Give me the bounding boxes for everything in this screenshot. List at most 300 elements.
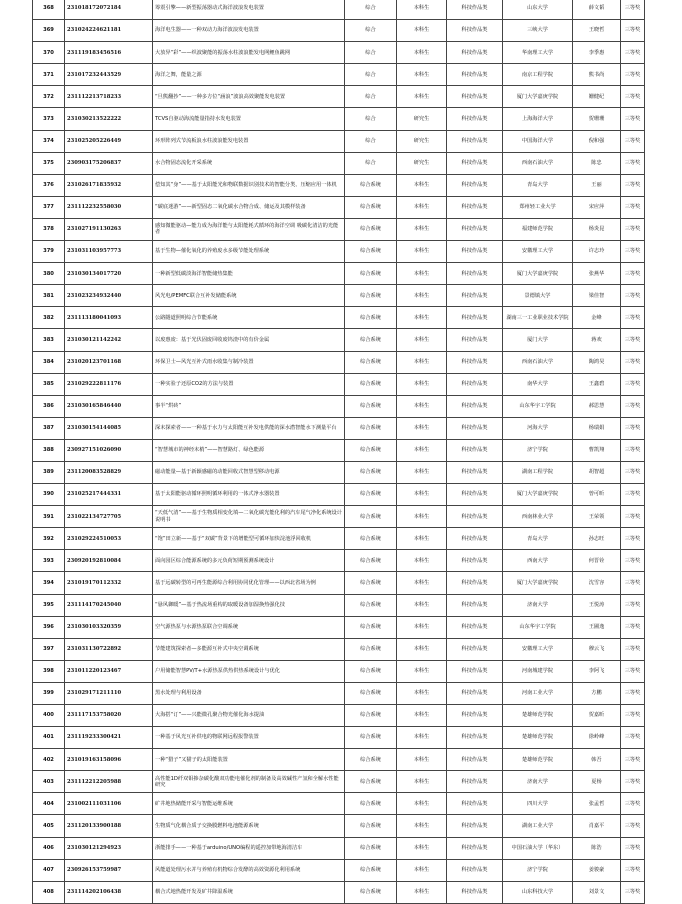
tutor-name: 李季惠 xyxy=(573,42,621,64)
level: 研究生 xyxy=(397,152,447,174)
tutor-name: 杨炎昆 xyxy=(573,218,621,240)
project-id: 231002111031106 xyxy=(65,793,153,815)
project-id: 231119183456516 xyxy=(65,42,153,64)
table-row xyxy=(33,727,645,749)
tutor-name: 王圃逸 xyxy=(573,616,621,638)
project-title: 高性能1D纤双钼掺杂碳化酸双功能电催化剂的制备及高效碱性产氢和全解水性能研究 xyxy=(153,771,345,793)
project-id: 231025205226449 xyxy=(65,130,153,152)
level: 本科生 xyxy=(397,64,447,86)
project-title: TCVS自驱动海流能量指持水发电装置 xyxy=(153,108,345,130)
tutor-name: 梁佳智 xyxy=(573,285,621,307)
project-title: 深末探索者——一种基于水力与太阳能互补发电供能的深水潜智能水下测量平台 xyxy=(153,417,345,439)
project-title: 矿井地热储能开采与智能运维系统 xyxy=(153,793,345,815)
table-row xyxy=(33,439,645,461)
table-row xyxy=(33,196,645,218)
level: 本科生 xyxy=(397,705,447,727)
work-type: 科技作品类 xyxy=(447,0,503,20)
project-id: 231030103320359 xyxy=(65,616,153,638)
row-number: 374 xyxy=(33,130,65,152)
work-type: 科技作品类 xyxy=(447,86,503,108)
prize-level: 三等奖 xyxy=(621,859,645,881)
category: 综合系统 xyxy=(345,351,397,373)
level: 本科生 xyxy=(397,484,447,506)
work-type: 科技作品类 xyxy=(447,528,503,550)
project-title: 黑水处理与利用设备 xyxy=(153,682,345,704)
project-title: 基于太阳能驱动循环照明循环利用的一体式净水器装置 xyxy=(153,484,345,506)
level: 本科生 xyxy=(397,395,447,417)
prize-level: 三等奖 xyxy=(621,749,645,771)
prize-level: 三等奖 xyxy=(621,263,645,285)
project-id: 231030121142242 xyxy=(65,329,153,351)
school-name: 河南城建学院 xyxy=(503,660,573,682)
table-row xyxy=(33,594,645,616)
table-row xyxy=(33,329,645,351)
row-number: 392 xyxy=(33,528,65,550)
table-row xyxy=(33,660,645,682)
tutor-name: 何晋铨 xyxy=(573,550,621,572)
row-number: 379 xyxy=(33,241,65,263)
level: 本科生 xyxy=(397,749,447,771)
project-title: 户用储能智慧PV/T+水源热泵供热供热系统设计与优化 xyxy=(153,660,345,682)
level: 本科生 xyxy=(397,815,447,837)
project-id: 230926153759987 xyxy=(65,859,153,881)
row-number: 381 xyxy=(33,285,65,307)
table-row xyxy=(33,881,645,903)
row-number: 399 xyxy=(33,682,65,704)
tutor-name: 姗健纪 xyxy=(573,86,621,108)
project-id: 231030154144085 xyxy=(65,417,153,439)
work-type: 科技作品类 xyxy=(447,572,503,594)
project-id: 230927151026090 xyxy=(65,439,153,461)
prize-level: 三等奖 xyxy=(621,64,645,86)
school-name: 湖南工程学院 xyxy=(503,461,573,483)
row-number: 387 xyxy=(33,417,65,439)
table-row xyxy=(33,417,645,439)
tutor-name: 沈雪容 xyxy=(573,572,621,594)
work-type: 科技作品类 xyxy=(447,329,503,351)
category: 综合系统 xyxy=(345,594,397,616)
school-name: 青岛大学 xyxy=(503,174,573,196)
level: 本科生 xyxy=(397,263,447,285)
category: 综合系统 xyxy=(345,461,397,483)
level: 本科生 xyxy=(397,660,447,682)
project-id: 230903175206837 xyxy=(65,152,153,174)
row-number: 398 xyxy=(33,660,65,682)
level: 本科生 xyxy=(397,682,447,704)
table-row xyxy=(33,550,645,572)
row-number: 403 xyxy=(33,771,65,793)
level: 本科生 xyxy=(397,174,447,196)
category: 综合系统 xyxy=(345,506,397,528)
work-type: 科技作品类 xyxy=(447,815,503,837)
category: 综合 xyxy=(345,20,397,42)
level: 本科生 xyxy=(397,218,447,240)
table-row xyxy=(33,638,645,660)
prize-level: 三等奖 xyxy=(621,461,645,483)
level: 本科生 xyxy=(397,594,447,616)
prize-level: 三等奖 xyxy=(621,20,645,42)
table-row xyxy=(33,20,645,42)
work-type: 科技作品类 xyxy=(447,660,503,682)
category: 综合系统 xyxy=(345,174,397,196)
prize-level: 三等奖 xyxy=(621,0,645,20)
work-type: 科技作品类 xyxy=(447,859,503,881)
school-name: 厦门大学嘉庚学院 xyxy=(503,572,573,594)
category: 综合系统 xyxy=(345,263,397,285)
project-id: 231030134017720 xyxy=(65,263,153,285)
prize-level: 三等奖 xyxy=(621,682,645,704)
work-type: 科技作品类 xyxy=(447,461,503,483)
prize-level: 三等奖 xyxy=(621,815,645,837)
project-title: 面向园区综合能源系统的多元负荷短期预测系统设计 xyxy=(153,550,345,572)
table-row xyxy=(33,837,645,859)
table-row xyxy=(33,771,645,793)
table-row xyxy=(33,395,645,417)
project-id: 231114170245040 xyxy=(65,594,153,616)
category: 综合 xyxy=(345,152,397,174)
level: 本科生 xyxy=(397,86,447,108)
project-title: 偿知其“身”——基于太阳能光和物联数据识别技术的智能分类、压缩应用一体机 xyxy=(153,174,345,196)
work-type: 科技作品类 xyxy=(447,616,503,638)
category: 综合系统 xyxy=(345,395,397,417)
level: 本科生 xyxy=(397,550,447,572)
prize-level: 三等奖 xyxy=(621,152,645,174)
work-type: 科技作品类 xyxy=(447,837,503,859)
school-name: 山东华宇工学院 xyxy=(503,395,573,417)
table-row xyxy=(33,815,645,837)
school-name: 厦门大学 xyxy=(503,329,573,351)
project-id: 231023234932440 xyxy=(65,285,153,307)
project-title: 磁动能量—基于新颖感磁的动能回收式智慧型移动电源 xyxy=(153,461,345,483)
school-name: 西南林业大学 xyxy=(503,506,573,528)
school-name: 福建师范学院 xyxy=(503,218,573,240)
school-name: 河海大学 xyxy=(503,417,573,439)
category: 综合系统 xyxy=(345,638,397,660)
row-number: 395 xyxy=(33,594,65,616)
project-title: 事半“烘砖” xyxy=(153,395,345,417)
category: 综合系统 xyxy=(345,859,397,881)
work-type: 科技作品类 xyxy=(447,152,503,174)
prize-level: 三等奖 xyxy=(621,594,645,616)
project-title: 一种“猎子”又猫子的太阳能装置 xyxy=(153,749,345,771)
school-name: 三峡大学 xyxy=(503,20,573,42)
work-type: 科技作品类 xyxy=(447,351,503,373)
prize-level: 三等奖 xyxy=(621,572,645,594)
work-type: 科技作品类 xyxy=(447,174,503,196)
project-id: 231030165846440 xyxy=(65,395,153,417)
project-title: 筹震引擎——新型振荡器动式海洋波浪发电装置 xyxy=(153,0,345,20)
table-row xyxy=(33,749,645,771)
table-row xyxy=(33,793,645,815)
work-type: 科技作品类 xyxy=(447,749,503,771)
table-row xyxy=(33,616,645,638)
project-id: 231019170112332 xyxy=(65,572,153,594)
project-title: 一种基于风光互补供电的物联网远程报警装置 xyxy=(153,727,345,749)
prize-level: 三等奖 xyxy=(621,42,645,64)
category: 综合系统 xyxy=(345,705,397,727)
table-row xyxy=(33,484,645,506)
tutor-name: 王丽 xyxy=(573,174,621,196)
row-number: 394 xyxy=(33,572,65,594)
tutor-name: 熊书尚 xyxy=(573,64,621,86)
project-title: 生物质气化耦合质子交换膜燃料电池能源系统 xyxy=(153,815,345,837)
row-number: 368 xyxy=(33,0,65,20)
school-name: 楚雄师范学院 xyxy=(503,705,573,727)
work-type: 科技作品类 xyxy=(447,727,503,749)
project-id: 231112212205988 xyxy=(65,771,153,793)
work-type: 科技作品类 xyxy=(447,395,503,417)
project-id: 231119233300421 xyxy=(65,727,153,749)
work-type: 科技作品类 xyxy=(447,771,503,793)
work-type: 科技作品类 xyxy=(447,42,503,64)
tutor-name: 孙志旺 xyxy=(573,528,621,550)
category: 综合系统 xyxy=(345,815,397,837)
category: 综合系统 xyxy=(345,307,397,329)
row-number: 372 xyxy=(33,86,65,108)
project-title: 公路隧道照明综合节能系统 xyxy=(153,307,345,329)
tutor-name: 陶鸿昊 xyxy=(573,351,621,373)
level: 本科生 xyxy=(397,771,447,793)
category: 综合系统 xyxy=(345,484,397,506)
tutor-name: 宋应萍 xyxy=(573,196,621,218)
project-id: 231117153758020 xyxy=(65,705,153,727)
prize-level: 三等奖 xyxy=(621,616,645,638)
school-name: 中国石油大学（华东） xyxy=(503,837,573,859)
table-row xyxy=(33,263,645,285)
school-name: 山东华宇工学院 xyxy=(503,616,573,638)
work-type: 科技作品类 xyxy=(447,64,503,86)
school-name: 四川大学 xyxy=(503,793,573,815)
project-title: 节能建筑探索者—多能源互补式中央空调系统 xyxy=(153,638,345,660)
category: 综合系统 xyxy=(345,881,397,903)
level: 本科生 xyxy=(397,727,447,749)
school-name: 济宁学院 xyxy=(503,859,573,881)
table-row xyxy=(33,705,645,727)
category: 综合 xyxy=(345,108,397,130)
school-name: 济南大学 xyxy=(503,771,573,793)
project-id: 231031130722892 xyxy=(65,638,153,660)
category: 综合系统 xyxy=(345,771,397,793)
tutor-name: 王荣领 xyxy=(573,506,621,528)
project-title: 风光电/PEMFC联合互补发储能系统 xyxy=(153,285,345,307)
school-name: 西南石油大学 xyxy=(503,351,573,373)
row-number: 391 xyxy=(33,506,65,528)
award-list-table xyxy=(32,0,645,904)
prize-level: 三等奖 xyxy=(621,174,645,196)
level: 本科生 xyxy=(397,528,447,550)
level: 本科生 xyxy=(397,439,447,461)
project-title: “悬风御暖”—基于热流场重构的取暖设备加湿换热强化技 xyxy=(153,594,345,616)
row-number: 384 xyxy=(33,351,65,373)
category: 综合 xyxy=(345,42,397,64)
school-name: 楚雄师范学院 xyxy=(503,749,573,771)
school-name: 南华大学 xyxy=(503,373,573,395)
prize-level: 三等奖 xyxy=(621,285,645,307)
project-title: “智慧城市的神经末梢”——智慧路灯、绿色能源 xyxy=(153,439,345,461)
school-name: 景德镇大学 xyxy=(503,285,573,307)
school-name: 西南石油大学 xyxy=(503,152,573,174)
row-number: 400 xyxy=(33,705,65,727)
row-number: 377 xyxy=(33,196,65,218)
tutor-name: 倪和强 xyxy=(573,130,621,152)
category: 综合 xyxy=(345,130,397,152)
level: 本科生 xyxy=(397,638,447,660)
tutor-name: 徐岭峰 xyxy=(573,727,621,749)
tutor-name: 薛文韬 xyxy=(573,0,621,20)
prize-level: 三等奖 xyxy=(621,395,645,417)
level: 本科生 xyxy=(397,20,447,42)
project-id: 231120083528829 xyxy=(65,461,153,483)
prize-level: 三等奖 xyxy=(621,439,645,461)
table-row xyxy=(33,461,645,483)
row-number: 408 xyxy=(33,881,65,903)
category: 综合系统 xyxy=(345,682,397,704)
prize-level: 三等奖 xyxy=(621,241,645,263)
tutor-name: 郝思慧 xyxy=(573,395,621,417)
category: 综合系统 xyxy=(345,837,397,859)
work-type: 科技作品类 xyxy=(447,417,503,439)
project-id: 231026171835932 xyxy=(65,174,153,196)
project-id: 231029224510053 xyxy=(65,528,153,550)
category: 综合系统 xyxy=(345,373,397,395)
row-number: 406 xyxy=(33,837,65,859)
row-number: 405 xyxy=(33,815,65,837)
prize-level: 三等奖 xyxy=(621,373,645,395)
project-title: 基于远碳转型的可再生能源综合利用协同优化管理——以西北省场为例 xyxy=(153,572,345,594)
tutor-name: 金峰 xyxy=(573,307,621,329)
tutor-name: 张孟哲 xyxy=(573,793,621,815)
prize-level: 三等奖 xyxy=(621,218,645,240)
prize-level: 三等奖 xyxy=(621,727,645,749)
tutor-name: 曹凯翔 xyxy=(573,439,621,461)
tutor-name: 王鑫碧 xyxy=(573,373,621,395)
school-name: 西南大学 xyxy=(503,550,573,572)
school-name: 中国海洋大学 xyxy=(503,130,573,152)
table-row xyxy=(33,218,645,240)
school-name: 安徽理工大学 xyxy=(503,241,573,263)
project-id: 231112213718233 xyxy=(65,86,153,108)
school-name: 湖南工业大学 xyxy=(503,815,573,837)
project-id: 231018172072184 xyxy=(65,0,153,20)
row-number: 373 xyxy=(33,108,65,130)
category: 综合系统 xyxy=(345,196,397,218)
prize-level: 三等奖 xyxy=(621,771,645,793)
category: 综合系统 xyxy=(345,727,397,749)
tutor-name: 贺珊珊 xyxy=(573,108,621,130)
level: 研究生 xyxy=(397,108,447,130)
project-id: 231031103957773 xyxy=(65,241,153,263)
work-type: 科技作品类 xyxy=(447,196,503,218)
row-number: 390 xyxy=(33,484,65,506)
school-name: 济宁学院 xyxy=(503,439,573,461)
project-title: 一种实验子还原CO2的方法与装置 xyxy=(153,373,345,395)
row-number: 386 xyxy=(33,395,65,417)
table-row xyxy=(33,528,645,550)
project-title: “碳底迷游”——新型固态二氧化碳水合物合成、储运及其模样装备 xyxy=(153,196,345,218)
category: 综合系统 xyxy=(345,660,397,682)
level: 本科生 xyxy=(397,285,447,307)
level: 本科生 xyxy=(397,241,447,263)
project-title: 以废惠废：基于光伏固废回收废钨渣中的有价金属 xyxy=(153,329,345,351)
school-name: 郑州轻工业大学 xyxy=(503,196,573,218)
level: 本科生 xyxy=(397,859,447,881)
tutor-name: 曾可昕 xyxy=(573,484,621,506)
school-name: 山东大学 xyxy=(503,0,573,20)
table-row xyxy=(33,572,645,594)
table-row xyxy=(33,64,645,86)
school-name: 南京工程学院 xyxy=(503,64,573,86)
work-type: 科技作品类 xyxy=(447,373,503,395)
project-title: 环形阵列式节流板浪水柱波浪能发电装置 xyxy=(153,130,345,152)
prize-level: 三等奖 xyxy=(621,793,645,815)
level: 本科生 xyxy=(397,351,447,373)
school-name: 济南大学 xyxy=(503,594,573,616)
work-type: 科技作品类 xyxy=(447,484,503,506)
prize-level: 三等奖 xyxy=(621,108,645,130)
tutor-name: 胡智超 xyxy=(573,461,621,483)
row-number: 393 xyxy=(33,550,65,572)
prize-level: 三等奖 xyxy=(621,351,645,373)
project-title: 海洋电生器——一种双动力海洋波浪发电装置 xyxy=(153,20,345,42)
category: 综合系统 xyxy=(345,285,397,307)
row-number: 370 xyxy=(33,42,65,64)
row-number: 369 xyxy=(33,20,65,42)
project-title: 海洋之舞，能量之源 xyxy=(153,64,345,86)
tutor-name: 张燕华 xyxy=(573,263,621,285)
school-name: 湖南三一工业职业技术学院 xyxy=(503,307,573,329)
tutor-name: 陈忠 xyxy=(573,152,621,174)
category: 综合 xyxy=(345,0,397,20)
school-name: 安徽理工大学 xyxy=(503,638,573,660)
row-number: 375 xyxy=(33,152,65,174)
work-type: 科技作品类 xyxy=(447,241,503,263)
level: 本科生 xyxy=(397,461,447,483)
table-row xyxy=(33,373,645,395)
school-name: 厦门大学嘉庚学院 xyxy=(503,484,573,506)
school-name: 河南工业大学 xyxy=(503,682,573,704)
level: 本科生 xyxy=(397,881,447,903)
prize-level: 三等奖 xyxy=(621,484,645,506)
school-name: 楚雄师范学院 xyxy=(503,727,573,749)
project-id: 231020123701168 xyxy=(65,351,153,373)
table-row xyxy=(33,859,645,881)
category: 综合系统 xyxy=(345,329,397,351)
level: 本科生 xyxy=(397,373,447,395)
row-number: 382 xyxy=(33,307,65,329)
work-type: 科技作品类 xyxy=(447,594,503,616)
project-title: 空气源热泵与水源热泵联合空调系统 xyxy=(153,616,345,638)
project-title: 感知微能驱动—能力成为海洋能与太阳能耗式循环的海洋空调 吸碳化清洁的光能者 xyxy=(153,218,345,240)
project-title: 浙能排手——一种基于arduino/UNO编程的遥控加带地海清洁车 xyxy=(153,837,345,859)
level: 本科生 xyxy=(397,196,447,218)
project-id: 231022134727705 xyxy=(65,506,153,528)
prize-level: 三等奖 xyxy=(621,130,645,152)
work-type: 科技作品类 xyxy=(447,130,503,152)
project-title: “旦熊翻抄”——一种多方位“涵浪”波浪高效聚能发电装置 xyxy=(153,86,345,108)
project-title: “饱”田立新——基于“双碳”背景下的增能型可循环加快淀池浮回收机 xyxy=(153,528,345,550)
project-id: 230920192810084 xyxy=(65,550,153,572)
work-type: 科技作品类 xyxy=(447,263,503,285)
work-type: 科技作品类 xyxy=(447,218,503,240)
work-type: 科技作品类 xyxy=(447,285,503,307)
tutor-name: 李阿飞 xyxy=(573,660,621,682)
project-title: 环保卫士—风光互补式雨水收集与制冷装置 xyxy=(153,351,345,373)
project-id: 231112232558030 xyxy=(65,196,153,218)
row-number: 383 xyxy=(33,329,65,351)
tutor-name: 蒋欢 xyxy=(573,329,621,351)
level: 本科生 xyxy=(397,0,447,20)
row-number: 404 xyxy=(33,793,65,815)
